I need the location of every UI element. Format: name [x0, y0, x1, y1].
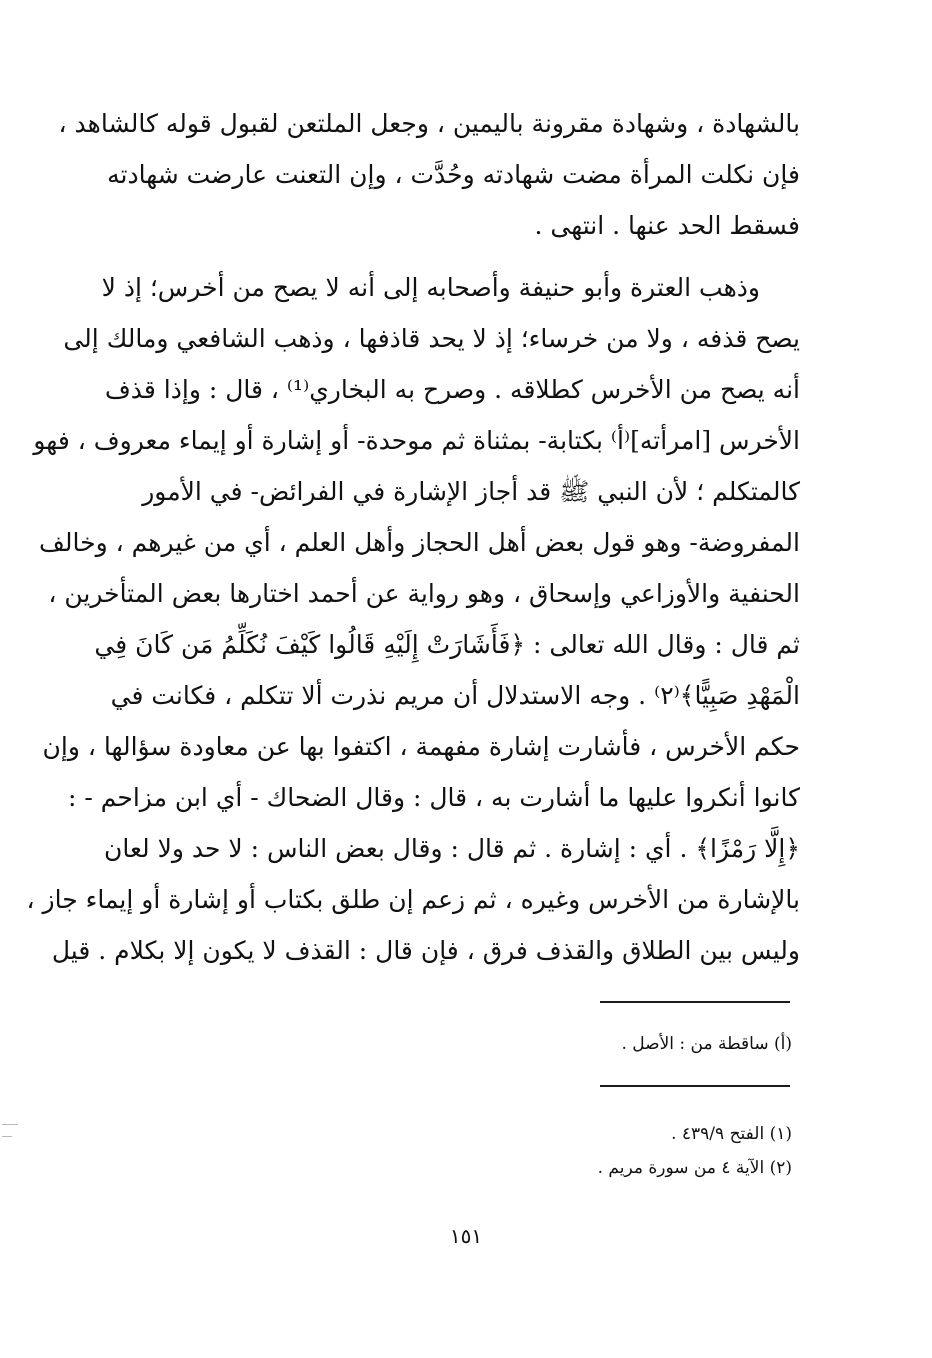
text-line: كانوا أنكروا عليها ما أشارت به ، قال : وقال الضحاك - أي ابن مزاحم - :: [68, 783, 800, 812]
scan-edge-mark: [2, 1136, 12, 1137]
footnote-separator-references: [600, 1085, 790, 1087]
text-line: وذهب العترة وأبو حنيفة وأصحابه إلى أنه لا يصح من أخرس؛ إذ لا: [101, 273, 760, 302]
page-number: ١٥١: [449, 1224, 483, 1248]
text-line: ثم قال : وقال الله تعالى : ﴿فَأَشَارَتْ إِلَيْهِ قَالُوا كَيْفَ نُكَلِّمُ مَن كَانَ فِي: [94, 630, 800, 659]
text-line: الحنفية والأوزاعي وإسحاق ، وهو رواية عن أحمد اختارها بعض المتأخرين ،: [48, 579, 800, 608]
paragraph-1: [58, 98, 800, 251]
text-line: وليس بين الطلاق والقذف فرق ، فإن قال : القذف لا يكون إلا بكلام . قيل: [51, 936, 800, 965]
text-line: بالإشارة من الأخرس وغيره ، ثم زعم إن طلق بكتاب أو إشارة أو إيماء جاز ،: [26, 885, 800, 914]
footnote-separator-variants: [600, 1001, 790, 1003]
footnote-2: (٢) الآية ٤ من سورة مريم .: [597, 1158, 792, 1178]
paragraph-2: [26, 262, 800, 976]
footnote-variant-a: (أ) ساقطة من : الأصل .: [621, 1034, 792, 1054]
text-line: فسقط الحد عنها . انتهى .: [534, 211, 800, 240]
text-line: يصح قذفه ، ولا من خرساء؛ إذ لا يحد قاذفها ، وذهب الشافعي ومالك إلى: [63, 324, 800, 353]
text-line: أنه يصح من الأخرس كطلاقه . وصرح به البخاري⁽¹⁾ ، قال : وإذا قذف: [104, 375, 800, 404]
text-line: حكم الأخرس ، فأشارت إشارة مفهمة ، اكتفوا بها عن معاودة سؤالها ، وإن: [42, 732, 800, 761]
text-line: الْمَهْدِ صَبِيًّا﴾⁽٢⁾ . وجه الاستدلال أن مريم نذرت ألا تتكلم ، فكانت في: [110, 681, 800, 710]
footnote-1: (١) الفتح ٤٣٩/٩ .: [671, 1124, 792, 1144]
text-line: فإن نكلت المرأة مضت شهادته وحُدَّت ، وإن التعنت عارضت شهادته: [107, 160, 800, 189]
text-line: كالمتكلم ؛ لأن النبي ﷺ قد أجاز الإشارة في الفرائض- في الأمور: [142, 477, 800, 506]
scan-edge-mark: [2, 1124, 18, 1125]
text-line: المفروضة- وهو قول بعض أهل الحجاز وأهل العلم ، أي من غيرهم ، وخالف: [39, 528, 800, 557]
text-line: بالشهادة ، وشهادة مقرونة باليمين ، وجعل الملتعن لقبول قوله كالشاهد ،: [58, 109, 800, 138]
text-line: ﴿إِلَّا رَمْزًا﴾ . أي : إشارة . ثم قال : وقال بعض الناس : لا حد ولا لعان: [104, 834, 800, 863]
text-line: الأخرس [امرأته]⁽أ⁾ بكتابة- بمثناة ثم موحدة- أو إشارة أو إيماء معروف ، فهو: [33, 426, 800, 455]
